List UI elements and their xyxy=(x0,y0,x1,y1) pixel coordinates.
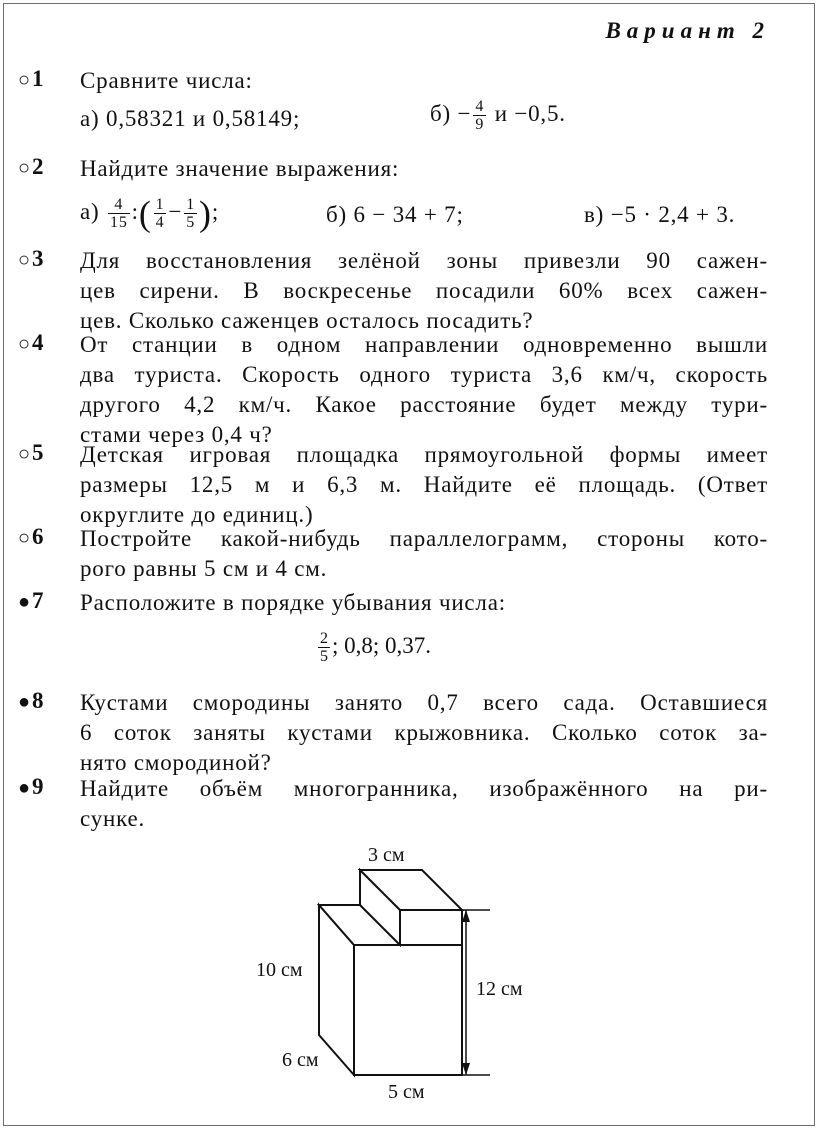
part-b-label: б) xyxy=(430,100,451,126)
basic-level-marker: ○ xyxy=(17,527,31,549)
basic-level-marker: ○ xyxy=(17,69,31,91)
part-b-text: 6 − 34 + 7; xyxy=(353,202,464,227)
basic-level-marker: ○ xyxy=(17,249,31,271)
problem-number: 6 xyxy=(32,524,44,549)
problem-text-line: размеры 12,5 м и 6,3 м. Найдите её площадь. (Ответ xyxy=(80,472,768,497)
fraction-numerator: 1 xyxy=(186,196,196,213)
number-list: ; 0,8; 0,37. xyxy=(332,632,432,658)
part-c-label: в) xyxy=(584,202,605,227)
worksheet-page xyxy=(3,3,815,1126)
fraction-denominator: 4 xyxy=(155,214,165,231)
label-bottom-width: 5 см xyxy=(388,1081,425,1103)
part-b-label: б) xyxy=(326,202,347,227)
problem-number: 1 xyxy=(32,66,44,91)
problem-text-line: округлите до единиц.) xyxy=(80,502,314,527)
basic-level-marker: ○ xyxy=(17,443,31,465)
part-c-text: −5 · 2,4 + 3. xyxy=(610,202,736,227)
problem-number: 9 xyxy=(32,774,44,799)
advanced-level-marker: ● xyxy=(17,691,31,713)
problem-text-line: Сравните числа: xyxy=(80,68,253,93)
problem-text-line: Кустами смородины занято 0,7 всего сада. Оставшиеся xyxy=(80,690,768,715)
label-depth: 6 см xyxy=(282,1049,319,1071)
problem-text-line: другого 4,2 км/ч. Какое расстояние будет между тури- xyxy=(80,392,768,417)
fraction-numerator: 2 xyxy=(320,630,328,647)
basic-level-marker: ○ xyxy=(17,157,31,179)
minus-sign: − xyxy=(168,198,183,224)
minus-sign: − xyxy=(457,100,472,126)
problem-number: 5 xyxy=(32,440,44,465)
variant-title: Вариант 2 xyxy=(605,18,770,43)
lower-box-front-face xyxy=(354,945,462,1075)
problem-number: 2 xyxy=(32,154,44,179)
fraction-numerator: 4 xyxy=(475,98,485,115)
problem-text-line: Постройте какой-нибудь параллелограмм, стороны кото- xyxy=(80,526,768,551)
problem-text-line: 6 соток заняты кустами крыжовника. Сколько соток за- xyxy=(80,720,768,745)
advanced-level-marker: ● xyxy=(17,591,31,613)
polyhedron-figure xyxy=(4,4,816,1127)
fraction-denominator: 5 xyxy=(186,214,196,231)
semicolon: ; xyxy=(211,198,220,224)
problem-text-line: От станции в одном направлении одновременно вышли xyxy=(80,332,768,357)
left-paren: ( xyxy=(138,193,152,234)
part-a-label: а) xyxy=(80,106,100,131)
colon-sign: : xyxy=(131,198,139,224)
basic-level-marker: ○ xyxy=(17,333,31,355)
upper-box-front-face xyxy=(400,910,462,945)
problem-text-line: Найдите значение выражения: xyxy=(80,156,400,181)
part-a-text: 0,58321 и 0,58149; xyxy=(106,106,301,131)
arrow-up-icon xyxy=(462,910,470,922)
fraction-denominator: 5 xyxy=(320,648,328,665)
problem-text-line: цев. Сколько саженцев осталось посадить? xyxy=(80,308,534,333)
problem-text-line: два туриста. Скорость одного туриста 3,6 км/ч, скорость xyxy=(80,362,768,387)
fraction-numerator: 1 xyxy=(155,196,165,213)
problem-text-line: Расположите в порядке убывания числа: xyxy=(80,590,506,615)
part-b-text: и −0,5. xyxy=(494,100,566,126)
fraction-numerator: 4 xyxy=(108,196,130,214)
label-right-height: 12 см xyxy=(476,978,523,1000)
problem-text-line: Найдите объём многогранника, изображённого на ри- xyxy=(80,776,768,801)
problem-text-line: сунке. xyxy=(80,806,146,831)
label-top-width: 3 см xyxy=(368,844,405,866)
problem-text-line: Для восстановления зелёной зоны привезли 90 сажен- xyxy=(80,248,768,273)
problem-number: 7 xyxy=(32,588,44,613)
problem-number: 4 xyxy=(32,330,44,355)
fraction-denominator: 15 xyxy=(110,214,128,231)
advanced-level-marker: ● xyxy=(17,777,31,799)
problem-text-line: цев сирени. В воскресенье посадили 60% всех сажен- xyxy=(80,278,768,303)
problem-text-line: Детская игровая площадка прямоугольной формы имеет xyxy=(80,442,768,467)
arrow-down-icon xyxy=(462,1063,470,1075)
part-a-label: а) xyxy=(80,198,100,224)
label-left-height: 10 см xyxy=(256,959,303,981)
right-paren: ) xyxy=(199,193,212,234)
problem-number: 3 xyxy=(32,246,44,271)
problem-text-line: стами через 0,4 ч? xyxy=(80,422,273,447)
problem-text-line: нято смородиной? xyxy=(80,750,272,775)
fraction-denominator: 9 xyxy=(475,116,485,133)
problem-text-line: рого равны 5 см и 4 см. xyxy=(80,556,328,581)
problem-number: 8 xyxy=(32,688,44,713)
